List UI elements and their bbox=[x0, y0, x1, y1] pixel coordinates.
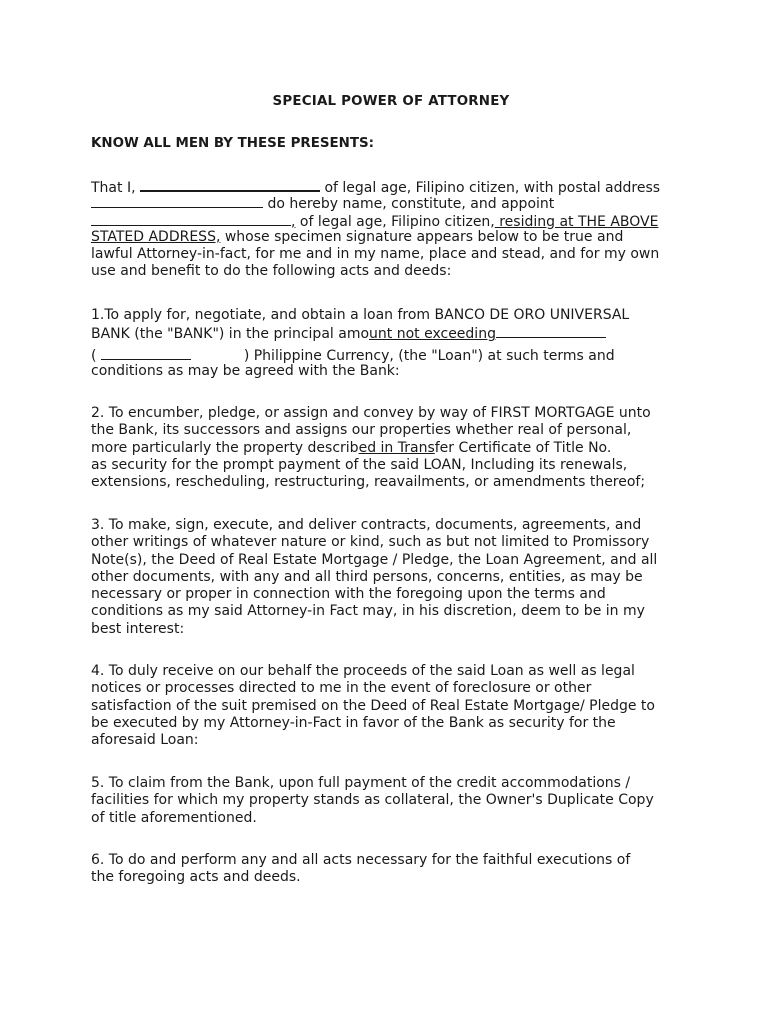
intro-line-5: lawful Attorney-in-fact, for me and in my name, place and stead, and for my own bbox=[91, 246, 660, 263]
clause-3-line-3: Note(s), the Deed of Real Estate Mortgage / Pledge, the Loan Agreement, and all bbox=[91, 551, 658, 568]
clause-2-line-1: 2. To encumber, pledge, or assign and convey by way of FIRST MORTGAGE unto bbox=[91, 405, 651, 421]
postal-address-blank bbox=[91, 194, 263, 208]
clause-5 bbox=[91, 775, 691, 827]
clause-3-line-7: best interest: bbox=[91, 620, 185, 637]
clause-3-line-2: other writings of whatever nature or kind, such as but not limited to Promissory bbox=[91, 534, 650, 551]
clause-6-line-1: 6. To do and perform any and all acts necessary for the faithful executions of bbox=[91, 852, 631, 868]
intro-line-6: use and benefit to do the following acts and deeds: bbox=[91, 263, 452, 280]
clause-5-line-2: facilities for which my property stands as collateral, the Owner's Duplicate Copy bbox=[91, 792, 654, 809]
clause-3-line-6: conditions as my said Attorney-in Fact may, in his discretion, deem to be in my bbox=[91, 603, 645, 620]
clause-5-line-3: of title aforementioned. bbox=[91, 809, 257, 826]
clause-4-line-1: 4. To duly receive on our behalf the proceeds of the said Loan as well as legal bbox=[91, 663, 635, 679]
intro-line-3: , of legal age, Filipino citizen, residing at THE ABOVE bbox=[91, 212, 691, 229]
clause-1-line-1: 1.To apply for, negotiate, and obtain a loan from BANCO DE ORO UNIVERSAL bbox=[91, 307, 630, 323]
clause-3-line-4: other documents, with any and all third persons, concerns, entities, as may be bbox=[91, 568, 643, 585]
clause-1-line-3: ( ) Philippine Currency, (the "Loan") at such terms and bbox=[91, 347, 615, 364]
clause-3-line-5: necessary or proper in connection with the foregoing upon the terms and bbox=[91, 586, 606, 603]
clause-2-line-2: the Bank, its successors and assigns our properties whether real of personal, bbox=[91, 422, 632, 439]
principal-name-blank bbox=[140, 177, 320, 192]
clause-4-line-3: satisfaction of the suit premised on the Deed of Real Estate Mortgage/ Pledge to bbox=[91, 697, 655, 714]
clause-3-line-1: 3. To make, sign, execute, and deliver contracts, documents, agreements, and bbox=[91, 517, 642, 533]
clause-4-line-2: notices or processes directed to me in the event of foreclosure or other bbox=[91, 680, 592, 697]
clause-2 bbox=[91, 405, 691, 491]
clause-6-line-2: the foregoing acts and deeds. bbox=[91, 869, 301, 886]
intro-line-4: STATED ADDRESS, whose specimen signature appears below to be true and bbox=[91, 228, 624, 245]
loan-amount-words-blank bbox=[496, 324, 606, 338]
clause-1-line-4: conditions as may be agreed with the Bank: bbox=[91, 362, 400, 379]
clause-4-line-4: be executed by my Attorney-in-Fact in favor of the Bank as security for the bbox=[91, 714, 616, 731]
clause-2-line-3: more particularly the property described in Transfer Certificate of Title No. bbox=[91, 439, 612, 456]
clause-5-line-1: 5. To claim from the Bank, upon full payment of the credit accommodations / bbox=[91, 775, 631, 791]
document-title: SPECIAL POWER OF ATTORNEY bbox=[272, 94, 510, 109]
intro-line-1: That I, of legal age, Filipino citizen, with postal address bbox=[91, 177, 691, 194]
document-heading: KNOW ALL MEN BY THESE PRESENTS: bbox=[91, 136, 375, 151]
clause-6 bbox=[91, 852, 691, 887]
clause-4-line-5: aforesaid Loan: bbox=[91, 732, 199, 749]
clause-1-line-2: BANK (the "BANK") in the principal amount not exceeding bbox=[91, 324, 691, 341]
attorney-name-blank bbox=[91, 212, 291, 226]
intro-paragraph bbox=[91, 177, 691, 281]
clause-4 bbox=[91, 663, 691, 749]
clause-3 bbox=[91, 517, 691, 638]
clause-2-line-4: as security for the prompt payment of the said LOAN, Including its renewals, bbox=[91, 456, 628, 473]
clause-2-line-5: extensions, rescheduling, restructuring, reavailments, or amendments thereof; bbox=[91, 474, 646, 491]
intro-line-2: do hereby name, constitute, and appoint bbox=[91, 194, 691, 211]
clause-1 bbox=[91, 307, 691, 380]
loan-amount-figures-blank bbox=[101, 346, 191, 360]
